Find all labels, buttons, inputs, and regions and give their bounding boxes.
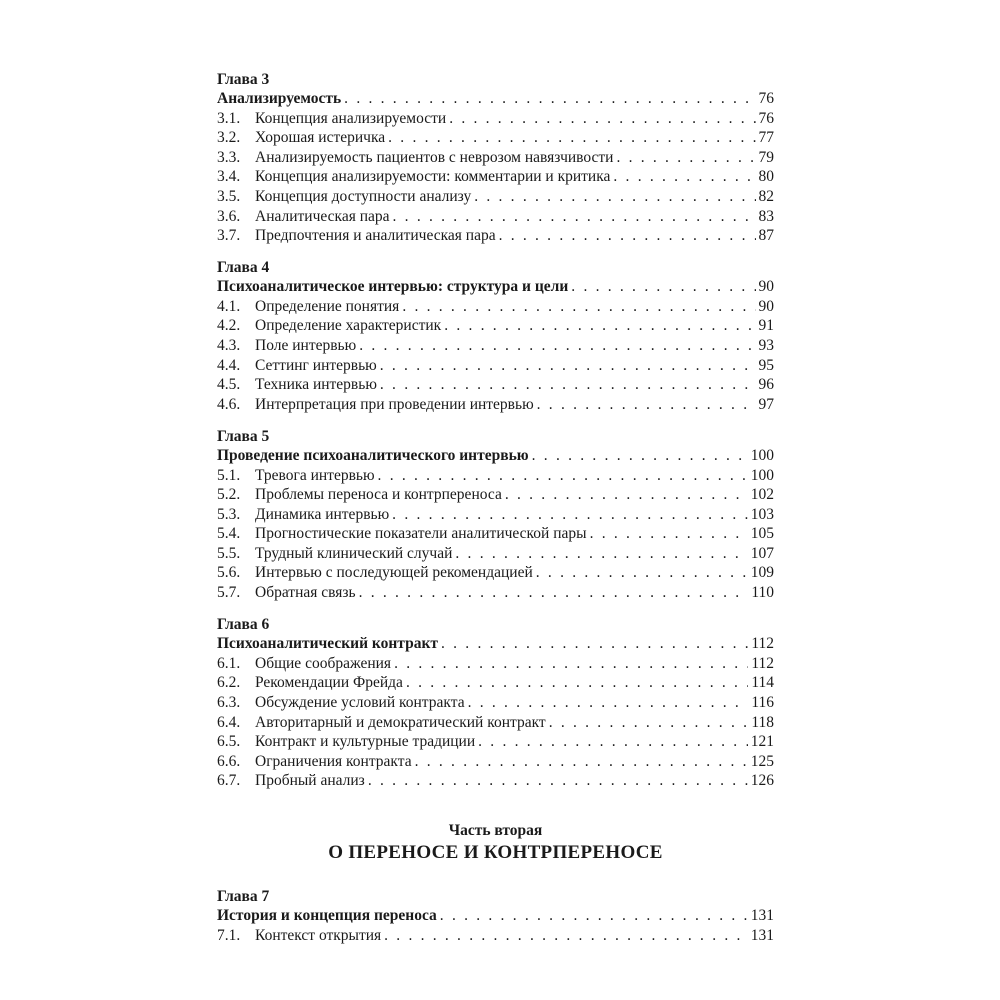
page-number: 76 bbox=[758, 109, 774, 127]
dot-leader bbox=[549, 713, 749, 733]
section-number: 6.1. bbox=[217, 654, 241, 672]
section-title: Прогностические показатели аналитической пары bbox=[255, 525, 587, 543]
toc-entry bbox=[217, 395, 774, 415]
dot-leader bbox=[613, 167, 755, 187]
toc-entry bbox=[217, 109, 774, 129]
toc-entry bbox=[217, 375, 774, 395]
chapter-label: Глава 6 bbox=[217, 616, 270, 634]
dot-leader bbox=[359, 336, 755, 356]
page-number: 79 bbox=[758, 148, 774, 166]
page-number: 118 bbox=[751, 713, 774, 731]
dot-leader bbox=[380, 375, 756, 395]
chapter-heading-row bbox=[217, 277, 774, 297]
page-number: 77 bbox=[758, 129, 774, 147]
toc-entry bbox=[217, 128, 774, 148]
dot-leader bbox=[536, 563, 748, 583]
page-number: 93 bbox=[758, 337, 774, 355]
section-number: 3.4. bbox=[217, 168, 241, 186]
section-title: Контракт и культурные традиции bbox=[255, 733, 476, 751]
page-number: 131 bbox=[750, 926, 774, 944]
section-title: Анализируемость пациентов с неврозом навязчивости bbox=[255, 148, 614, 166]
toc-entry bbox=[217, 563, 774, 583]
section-title: Определение понятия bbox=[255, 297, 400, 315]
dot-leader bbox=[468, 693, 749, 713]
section-number: 6.4. bbox=[217, 713, 241, 731]
toc-entry bbox=[217, 771, 774, 791]
part-title: О ПЕРЕНОСЕ И КОНТРПЕРЕНОСЕ bbox=[328, 841, 663, 863]
page-number: 83 bbox=[758, 207, 774, 225]
section-title: Контекст открытия bbox=[255, 926, 382, 944]
section-title: Техника интервью bbox=[255, 376, 377, 394]
dot-leader bbox=[406, 673, 748, 693]
chapter-block bbox=[217, 258, 774, 414]
section-number: 4.5. bbox=[217, 376, 241, 394]
page-number: 76 bbox=[758, 90, 774, 107]
page-number: 107 bbox=[750, 544, 774, 562]
section-title: Авторитарный и демократический контракт bbox=[255, 713, 546, 731]
section-number: 3.2. bbox=[217, 129, 241, 147]
section-title: Предпочтения и аналитическая пара bbox=[255, 227, 496, 245]
section-title: Ограничения контракта bbox=[255, 752, 412, 770]
dot-leader bbox=[444, 316, 755, 336]
chapter-heading-row bbox=[217, 446, 774, 466]
page-number: 131 bbox=[750, 906, 774, 924]
page-number: 112 bbox=[751, 654, 774, 672]
dot-leader bbox=[455, 544, 747, 564]
chapter-title: Проведение психоаналитического интервью bbox=[217, 446, 529, 464]
toc-entry bbox=[217, 732, 774, 752]
chapter-block bbox=[217, 615, 774, 791]
page-number: 102 bbox=[750, 486, 774, 504]
chapter-label: Глава 7 bbox=[217, 887, 270, 905]
toc-entry bbox=[217, 524, 774, 544]
toc-entry bbox=[217, 167, 774, 187]
page-number: 112 bbox=[751, 635, 774, 653]
toc-entry bbox=[217, 583, 774, 603]
section-number: 4.2. bbox=[217, 317, 241, 335]
section-number: 5.4. bbox=[217, 525, 241, 543]
table-of-contents bbox=[217, 70, 774, 958]
toc-entry bbox=[217, 673, 774, 693]
dot-leader bbox=[532, 446, 748, 466]
dot-leader bbox=[384, 926, 748, 946]
section-title: Пробный анализ bbox=[255, 772, 365, 790]
page-number: 109 bbox=[750, 564, 774, 582]
toc-entry bbox=[217, 148, 774, 168]
section-number: 3.7. bbox=[217, 227, 241, 245]
chapter-title: Анализируемость bbox=[217, 90, 342, 107]
section-title: Аналитическая пара bbox=[255, 207, 390, 225]
page-number: 91 bbox=[758, 317, 774, 335]
section-title: Общие соображения bbox=[255, 654, 392, 672]
section-title: Определение характеристик bbox=[255, 317, 442, 335]
chapters-after bbox=[217, 887, 774, 945]
section-number: 4.4. bbox=[217, 356, 241, 374]
page-number: 97 bbox=[758, 395, 774, 413]
section-number: 4.6. bbox=[217, 395, 241, 413]
dot-leader bbox=[478, 732, 748, 752]
dot-leader bbox=[393, 207, 756, 227]
section-number: 6.6. bbox=[217, 752, 241, 770]
dot-leader bbox=[499, 226, 756, 246]
chapter-label: Глава 3 bbox=[217, 71, 270, 88]
section-title: Тревога интервью bbox=[255, 466, 375, 484]
toc-entry bbox=[217, 297, 774, 317]
page-number: 126 bbox=[750, 772, 774, 790]
section-number: 3.1. bbox=[217, 109, 241, 127]
dot-leader bbox=[378, 466, 748, 486]
section-number: 5.2. bbox=[217, 486, 241, 504]
page-number: 114 bbox=[751, 674, 774, 692]
dot-leader bbox=[344, 89, 755, 109]
section-number: 7.1. bbox=[217, 926, 241, 944]
dot-leader bbox=[505, 485, 748, 505]
dot-leader bbox=[402, 297, 755, 317]
page-number: 121 bbox=[750, 733, 774, 751]
dot-leader bbox=[537, 395, 756, 415]
section-number: 5.6. bbox=[217, 564, 241, 582]
chapter-label: Глава 4 bbox=[217, 259, 270, 277]
section-title: Рекомендации Фрейда bbox=[255, 674, 403, 692]
chapter-title: Психоаналитическое интервью: структура и цели bbox=[217, 278, 569, 296]
section-title: Хорошая истеричка bbox=[255, 129, 386, 147]
chapter-block bbox=[217, 70, 774, 246]
part-label: Часть вторая bbox=[448, 821, 543, 839]
section-number: 6.3. bbox=[217, 693, 241, 711]
section-title: Поле интервью bbox=[255, 337, 357, 355]
toc-entry bbox=[217, 713, 774, 733]
section-number: 3.3. bbox=[217, 148, 241, 166]
section-title: Концепция анализируемости bbox=[255, 109, 447, 127]
dot-leader bbox=[590, 524, 748, 544]
toc-entry bbox=[217, 466, 774, 486]
chapter-title: История и концепция переноса bbox=[217, 906, 437, 924]
toc-entry bbox=[217, 316, 774, 336]
toc-entry bbox=[217, 356, 774, 376]
chapter-heading-row bbox=[217, 906, 774, 926]
toc-entry bbox=[217, 336, 774, 356]
dot-leader bbox=[474, 187, 755, 207]
page-number: 87 bbox=[758, 227, 774, 245]
page-number: 100 bbox=[750, 446, 774, 464]
toc-entry bbox=[217, 544, 774, 564]
dot-leader bbox=[440, 906, 748, 926]
dot-leader bbox=[388, 128, 755, 148]
section-number: 5.7. bbox=[217, 584, 241, 602]
toc-entry bbox=[217, 926, 774, 946]
section-number: 5.5. bbox=[217, 544, 241, 562]
chapters-before bbox=[217, 70, 774, 791]
dot-leader bbox=[380, 356, 756, 376]
toc-entry bbox=[217, 226, 774, 246]
toc-entry bbox=[217, 654, 774, 674]
section-title: Обратная связь bbox=[255, 584, 356, 602]
page-number: 96 bbox=[758, 376, 774, 394]
page-number: 90 bbox=[758, 297, 774, 315]
chapter-heading-row bbox=[217, 634, 774, 654]
toc-entry bbox=[217, 187, 774, 207]
dot-leader bbox=[616, 148, 755, 168]
toc-entry bbox=[217, 207, 774, 227]
section-number: 4.1. bbox=[217, 297, 241, 315]
section-title: Интерпретация при проведении интервью bbox=[255, 395, 534, 413]
page-number: 110 bbox=[751, 584, 774, 602]
chapter-block bbox=[217, 427, 774, 603]
dot-leader bbox=[449, 109, 755, 129]
section-number: 5.1. bbox=[217, 466, 241, 484]
section-number: 4.3. bbox=[217, 337, 241, 355]
dot-leader bbox=[415, 752, 748, 772]
dot-leader bbox=[392, 505, 748, 525]
part-heading bbox=[217, 821, 774, 865]
section-title: Динамика интервью bbox=[255, 505, 390, 523]
page-number: 116 bbox=[751, 693, 774, 711]
section-number: 3.5. bbox=[217, 187, 241, 205]
section-title: Концепция анализируемости: комментарии и критика bbox=[255, 168, 611, 186]
chapter-block bbox=[217, 887, 774, 945]
dot-leader bbox=[359, 583, 749, 603]
page-number: 103 bbox=[750, 505, 774, 523]
section-title: Обсуждение условий контракта bbox=[255, 693, 465, 711]
dot-leader bbox=[571, 277, 755, 297]
page-number: 105 bbox=[750, 525, 774, 543]
section-number: 6.7. bbox=[217, 772, 241, 790]
dot-leader bbox=[368, 771, 748, 791]
chapter-label: Глава 5 bbox=[217, 427, 270, 445]
page-number: 82 bbox=[758, 187, 774, 205]
section-title: Концепция доступности анализу bbox=[255, 187, 472, 205]
section-number: 6.5. bbox=[217, 733, 241, 751]
toc-entry bbox=[217, 693, 774, 713]
toc-entry bbox=[217, 752, 774, 772]
dot-leader bbox=[394, 654, 748, 674]
page-number: 95 bbox=[758, 356, 774, 374]
chapter-title: Психоаналитический контракт bbox=[217, 635, 438, 653]
toc-entry bbox=[217, 505, 774, 525]
page-number: 90 bbox=[758, 278, 774, 296]
section-title: Сеттинг интервью bbox=[255, 356, 377, 374]
page-number: 80 bbox=[758, 168, 774, 186]
section-title: Проблемы переноса и контрпереноса bbox=[255, 486, 502, 504]
chapter-heading-row bbox=[217, 89, 774, 109]
section-number: 3.6. bbox=[217, 207, 241, 225]
section-number: 5.3. bbox=[217, 505, 241, 523]
toc-entry bbox=[217, 485, 774, 505]
section-title: Трудный клинический случай bbox=[255, 544, 453, 562]
section-number: 6.2. bbox=[217, 674, 241, 692]
section-title: Интервью с последующей рекомендацией bbox=[255, 564, 533, 582]
page-number: 125 bbox=[750, 752, 774, 770]
dot-leader bbox=[441, 634, 748, 654]
page-number: 100 bbox=[750, 466, 774, 484]
